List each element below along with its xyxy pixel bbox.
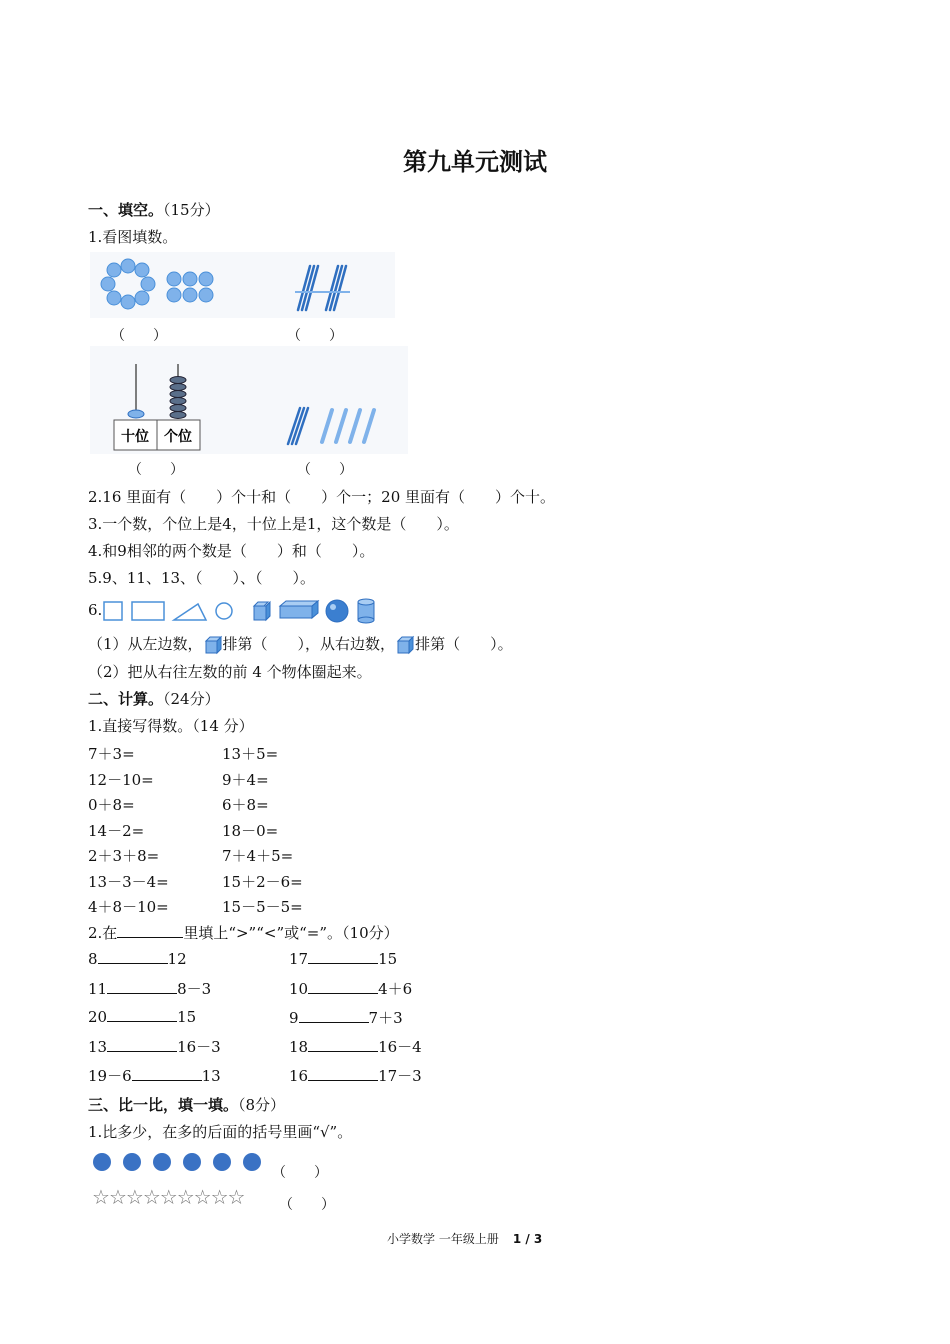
compare-left-3 [88,1036,221,1057]
star-outline-row [92,1185,244,1209]
star-icon: ☆ [108,1185,126,1209]
compare-blank[interactable] [107,1037,177,1052]
cmp-a: 9 [289,1009,299,1027]
cmp-b: 8－3 [177,980,212,998]
blue-dot [213,1153,231,1171]
abacus-ones-label: 个位 [164,429,192,445]
bead [183,288,197,302]
circle-shape [216,603,232,619]
sphere-shape [326,600,348,622]
calc-right-4: 7＋4＋5= [222,847,294,865]
section-1-points: （15分） [163,201,220,219]
cmp-a: 17 [289,950,309,968]
calc-right-6: 15－5－5= [222,898,303,916]
cmp-a: 11 [88,980,108,998]
blue-dot [153,1153,171,1171]
cmp-b: 17－3 [378,1067,422,1085]
cmp-b: 15 [177,1008,197,1026]
triangle-shape [174,604,206,620]
section-2-points: （24分） [163,690,220,708]
bead [183,272,197,286]
q6a-part2: 排第（ ），从右边数， [222,635,396,653]
compare-right-4 [289,1065,422,1086]
cmp-a: 8 [88,950,98,968]
blue-dot [243,1153,261,1171]
question-1-2: 2.16 里面有（ ）个十和（ ）个一；20 里面有（ ）个十。 [88,488,556,506]
cube-shape [254,602,270,620]
square-shape [104,602,122,620]
blank-line [117,923,183,938]
calc-left-6: 4＋8－10= [88,898,169,916]
question-1-3: 3.一个数，个位上是4，十位上是1，这个数是（ ）。 [88,515,459,533]
compare-blank[interactable] [107,1007,177,1022]
section-2-heading [88,688,220,709]
compare-right-3 [289,1036,422,1057]
cmp-a: 19－6 [88,1067,132,1085]
calc-left-0: 7＋3= [88,745,135,763]
answer-paren-sticks-2[interactable]: （ ） [297,462,353,478]
bead [199,272,213,286]
abacus-figure [90,346,408,454]
answer-paren-beads[interactable]: （ ） [111,328,167,344]
section-3-title: 三、比一比，填一填。 [88,1096,239,1114]
question-1-6-1 [88,633,513,655]
bead [121,295,135,309]
blue-dot [93,1153,111,1171]
blue-dots-row [90,1150,270,1174]
bead [121,259,135,273]
cmp-a: 10 [289,980,309,998]
answer-paren-dots[interactable]: （ ） [272,1165,328,1181]
compare-blank[interactable] [299,1008,369,1023]
calc-left-3: 14－2= [88,822,145,840]
cuboid-shape [280,601,318,618]
page-title: 第九单元测试 [403,148,547,176]
blue-dot [123,1153,141,1171]
cmp-b: 13 [201,1067,221,1085]
bead [135,291,149,305]
question-1-5: 5.9、11、13、（ ）、（ ）。 [88,569,316,587]
beads-figure [90,252,395,318]
question-1-6-2: （2）把从右往左数的前 4 个物体圈起来。 [88,663,372,681]
cmp-a: 18 [289,1038,309,1056]
section-3-points: （8分） [238,1096,286,1114]
abacus-bead-ones [170,377,186,384]
cmp-b: 7＋3 [368,1009,403,1027]
bead [107,291,121,305]
star-icon: ☆ [125,1185,143,1209]
star-icon: ☆ [142,1185,160,1209]
calc-right-3: 18－0= [222,822,279,840]
cube-icon [395,635,415,655]
q6a-part1: （1）从左边数， [88,635,203,653]
star-icon: ☆ [227,1185,245,1209]
calc-left-1: 12－10= [88,771,154,789]
cmp-b: 15 [378,950,398,968]
compare-blank[interactable] [107,979,177,994]
cmp-b: 4＋6 [378,980,413,998]
cmp-a: 20 [88,1008,108,1026]
compare-right-0 [289,949,397,968]
bead [101,277,115,291]
q2-prefix: 2.在 [88,924,118,942]
question-1-1: 1.看图填数。 [88,228,178,246]
compare-blank[interactable] [132,1066,202,1081]
compare-blank[interactable] [308,1066,378,1081]
question-2-1: 1.直接写得数。（14 分） [88,717,254,735]
answer-paren-abacus[interactable]: （ ） [128,462,184,478]
compare-right-1 [289,978,412,999]
calc-left-5: 13－3－4= [88,873,169,891]
question-2-2 [88,922,399,943]
section-2-title: 二、计算。 [88,690,164,708]
section-1-title: 一、填空。 [88,201,164,219]
compare-blank[interactable] [98,949,168,964]
abacus-tens-label: 十位 [121,429,149,445]
q2-suffix: 里填上“>”“<”或“=”。（10分） [183,924,399,942]
bead [107,263,121,277]
compare-left-1 [88,978,211,999]
star-icon: ☆ [210,1185,228,1209]
bead [167,272,181,286]
cmp-b: 12 [167,950,187,968]
rectangle-shape [132,602,164,620]
shapes-row [100,596,380,626]
star-icon: ☆ [193,1185,211,1209]
question-3-1: 1.比多少，在多的后面的括号里画“√”。 [88,1123,353,1141]
calc-right-0: 13＋5= [222,745,279,763]
blue-dot [183,1153,201,1171]
cmp-a: 16 [289,1067,309,1085]
footer-text: 小学数学 一年级上册 [387,1232,499,1246]
compare-blank[interactable] [308,979,378,994]
cmp-a: 13 [88,1038,108,1056]
star-icon: ☆ [159,1185,177,1209]
calc-right-2: 6＋8= [222,796,269,814]
compare-right-2 [289,1007,403,1028]
question-1-4: 4.和9相邻的两个数是（ ）和（ ）。 [88,542,375,560]
star-icon: ☆ [92,1185,109,1209]
compare-blank[interactable] [308,1037,378,1052]
calc-left-4: 2＋3＋8= [88,847,160,865]
q6a-part3: 排第（ ）。 [415,635,513,653]
cube-icon [203,635,223,655]
compare-left-2 [88,1007,196,1026]
star-icon: ☆ [176,1185,194,1209]
calc-right-5: 15＋2－6= [222,873,303,891]
answer-paren-stars[interactable]: （ ） [279,1197,335,1213]
page-footer [387,1230,542,1247]
bead [141,277,155,291]
bead [135,263,149,277]
question-1-6-number: 6. [88,601,103,619]
calc-left-2: 0＋8= [88,796,135,814]
answer-paren-sticks[interactable]: （ ） [287,328,343,344]
compare-left-4 [88,1065,221,1086]
compare-left-0 [88,949,187,968]
bead [167,288,181,302]
compare-blank[interactable] [308,949,378,964]
cmp-b: 16－4 [378,1038,422,1056]
section-3-heading [88,1094,285,1115]
page-number: 1 / 3 [512,1232,543,1246]
section-1-heading [88,199,220,220]
bead [199,288,213,302]
calc-right-1: 9＋4= [222,771,269,789]
cmp-b: 16－3 [177,1038,221,1056]
cylinder-shape [358,599,374,623]
abacus-bead-tens [128,410,144,418]
